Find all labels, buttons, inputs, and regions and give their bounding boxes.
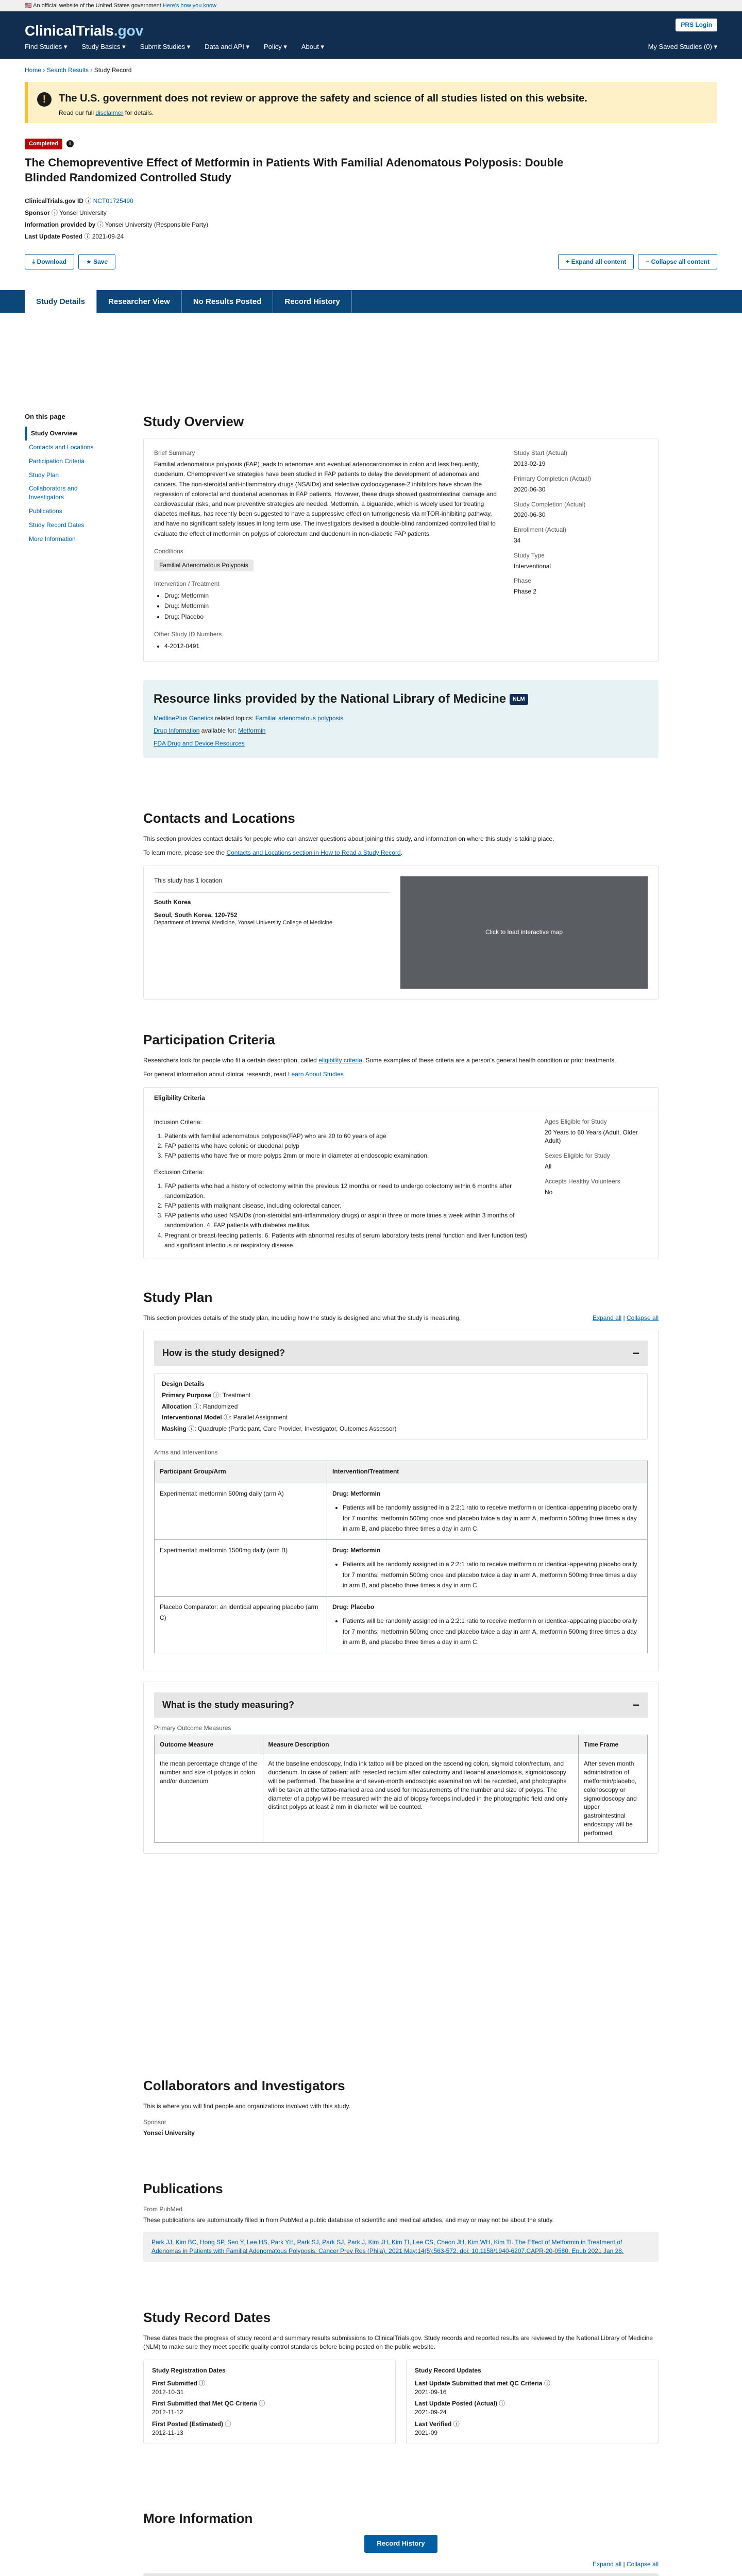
criteria-section: Participation Criteria Researchers look for people who fit a certain description, called eligibility criteria. Some examples of these criteria are a person's general health condition or prior treatments. For general information about clinical research, read Learn About Studies Eligibility Criteria Inclusion Criteria: 1. Patients with familial adenomatous polyposis(FAP) who are 20 to 60 years of age 2. FAP patients who have colonic or duodenal polyp 3. FAP patients who have five or more polyps 2mm or more in diameter at endoscopic examination. Exclusion Criteria: 1. FAP patients who had a history of colectomy within the previous 12 months or need to undergo colectomy within 6 months after randomization. 2. FAP patients with malignant disease, including colorectal cancer. 3. FAP patients who used NSAIDs (non-steroidal anti-inflammatory drugs) or aspirin three or more times a week within 3 months of randomization. 4. FAP patients with diabetes mellitus. 4. Pregnant or breast-feeding patients. 6. Patients with abnormal results of serum laboratory tests (renal function and liver function test) and significant infectious or respiratory disease. Ages Eligible for Study 20 Years to 60 Years (Adult, Older Adult) Sexes Eligible for Study All Accepts Healthy Volunteers No — [143, 1030, 659, 1259]
study-plan-section: Study Plan This section provides details of the study plan, including how the study is designed and what the study is measuring. Expand all | Collapse all How is the study designed? − Design Details Primary Purpose ⓘ: Treatment Allocation ⓘ: Randomized Interventional Model ⓘ: Parallel Assignment Masking ⓘ: Quadruple (Participant, Care Provider, Investigator, Outcomes Assessor) Arms and Interventions Participant Group/Arm Intervention/Treatment Experimental: metformin 500mg daily (arm A) Drug: Metformin • Patients will be randomly assigned in a 2:2:1 ratio to receive metformin or identical-appearing placebo orally for 7 months: metformin 500mg once and placebo twice a day in arm A, metformin 500mg three times a day in arm B, and placebo three times a day in arm C. Experimental: metformin 1500mg daily (arm B) Drug: Metformin • Patients will be randomly assigned in a 2:2:1 ratio to receive metformin or identical-appearing placebo orally for 7 months: metformin 500mg once and placebo twice a day in arm A, metformin 500mg three times a day in arm B, and placebo three times a day in arm C. Placebo Comparator: an identical appearing placebo (arm C) Drug: Placebo • Patients will be randomly assigned in a 2:2:1 ratio to receive metformin or identical-appearing placebo orally for 7 months: metformin 500mg once and placebo twice a day in arm A, metformin 500mg three times a day in arm B, and placebo three times a day in arm C. What is the study measuring? − Primary Outcome Measures Outcome Measure Measure Description Time Frame the mean percentage change of the number and size of polyps in colon and/or duodenum At the baseline endoscopy, India ink tattoo will be placed on the ascending colon, sigmoid colon/rectum, and duodenum. In case of patient with resected rectum after colectomy and ileoanal anastomosis, sigmoidoscopy will be performed. The baseline and seven-month endoscopic examination will be recorded, and photographs will be taken at the tattoo-marked area and used for measurements of the number and size of polyps. The diameter of a polyp will be measured with the aid of biopsy forceps included in the photographic field and only distinct polyps at least 2 mm in diameter will be counted. After seven month administration of metformin/placebo, colonoscopy or sigmoidoscopy and upper gastrointestinal endoscopy will be performed. — [143, 1288, 659, 1854]
nlm-resources: Resource links provided by the National Library of Medicine NLM MedlinePlus Genetics related topics: Familial adenomatous polyposis Drug Information available for: Metformin FDA Drug and Device Resources — [143, 680, 659, 758]
breadcrumb-current: Study Record — [94, 66, 132, 74]
nav-about[interactable]: About ▾ — [301, 43, 324, 50]
brief-summary: Familial adenomatous polyposis (FAP) leads to adenomas and eventual adenocarcinomas in colon and less frequently, duodenum. Chemopreventive strategies have been studied in FAP patients to delay the development of adenomas and cancers. The non-steroidal anti-inflammatory drugs (NSAIDs) and selective cyclooxygenase-2 inhibitors have shown the regression of colorectal and duodenal adenomas in FAP patients. However, these drugs showed gastrointestinal damage and cardiovascular risks, and new preventive strategies are needed. Metformin, a biguanide, which is widely used for treating diabetes mellitus, has recently been suggested to have a suppressive effect on tumorigenesis via mTOR-inhibiting pathway, and have no significant safety issues in long term use. The investigators devised a double-blind randomized controlled trial to evaluate the effect of metformin on polyps of colorectum and duodenum in non-diabetic FAP patients. — [154, 461, 497, 537]
breadcrumb-home[interactable]: Home — [25, 66, 42, 74]
my-saved-studies[interactable]: My Saved Studies (0) ▾ — [648, 43, 717, 50]
record-history-button[interactable]: Record History — [364, 2535, 437, 2552]
eligibility-link[interactable]: eligibility criteria — [318, 1057, 362, 1064]
page-title: The Chemopreventive Effect of Metformin in Patients With Familial Adenomatous Polyposis: Double Blinded Randomized Controlled Study — [25, 156, 564, 184]
main-nav — [25, 42, 717, 52]
sidenav-item[interactable]: Study Record Dates — [29, 521, 85, 529]
table-row: Experimental: metformin 1500mg daily (arm B) Drug: Metformin • Patients will be randomly assigned in a 2:2:1 ratio to receive metformin or identical-appearing placebo orally for 7 months: metformin 500mg once and placebo twice a day in arm A, metformin 500mg three times a day in arm B, and placebo three times a day in arm C. — [155, 1539, 648, 1596]
nav-policy[interactable]: Policy ▾ — [264, 43, 287, 50]
publications-section: Publications From PubMed These publications are automatically filled in from PubMed a public database of scientific and medical articles, and may or may not be about the study. Park JJ, Kim BC, Hong SP, Seo Y, Lee HS, Park YH, Park SJ, Park SJ, Park J, Kim JH, Kim TI, Lee CS, Cheon JH, Kim WH, Kim TI. The Effect of Metformin in Treatment of Adenomas in Patients with Familial Adenomatous Polyposis. Cancer Prev Res (Phila). 2021 May;14(5):563-572. doi: 10.1158/1940-6207.CAPR-20-0580. Epub 2021 Jan 28. — [143, 2179, 659, 2262]
sidenav-item[interactable]: Collaborators and Investigators — [29, 485, 78, 501]
design-accordion: How is the study designed? − Design Details Primary Purpose ⓘ: Treatment Allocation ⓘ: Randomized Interventional Model ⓘ: Parallel Assignment Masking ⓘ: Quadruple (Participant, Care Provider, Investigator, Outcomes Assessor) Arms and Interventions Participant Group/Arm Intervention/Treatment Experimental: metformin 500mg daily (arm A) Drug: Metformin • Patients will be randomly assigned in a 2:2:1 ratio to receive metformin or identical-appearing placebo orally for 7 months: metformin 500mg once and placebo twice a day in arm A, metformin 500mg three times a day in arm B, and placebo three times a day in arm C. Experimental: metformin 1500mg daily (arm B) Drug: Metformin • Patients will be randomly assigned in a 2:2:1 ratio to receive metformin or identical-appearing placebo orally for 7 months: metformin 500mg once and placebo twice a day in arm A, metformin 500mg three times a day in arm B, and placebo three times a day in arm C. Placebo Comparator: an identical appearing placebo (arm C) Drug: Placebo • Patients will be randomly assigned in a 2:2:1 ratio to receive metformin or identical-appearing placebo orally for 7 months: metformin 500mg once and placebo twice a day in arm A, metformin 500mg three times a day in arm B, and placebo three times a day in arm C. — [143, 1330, 659, 1671]
more-expand-all[interactable]: Expand all — [593, 2560, 622, 2568]
nct-id[interactable]: NCT01725490 — [93, 197, 133, 205]
plan-expand-all[interactable]: Expand all — [593, 1314, 622, 1322]
overview-sidebar: Study Start (Actual) 2013-02-19 Primary Completion (Actual) 2020-06-30 Study Completion (Actual) 2020-06-30 Enrollment (Actual) 34 Study Type Interventional Phase Phase 2 — [514, 449, 592, 596]
terms-accordion — [143, 2573, 659, 2576]
alert-body: Read our full disclaimer for details. — [59, 109, 154, 116]
gov-banner — [0, 0, 742, 11]
study-meta: ClinicalTrials.gov ID ⓘ NCT01725490 Sponsor ⓘ Yonsei University Information provided by ⓘ Yonsei University (Responsible Party) Last Update Posted ⓘ 2021-09-24 — [25, 197, 209, 240]
more-info-section: More Information Record History Expand all | Collapse all — [143, 2509, 659, 2576]
disclaimer-link[interactable]: disclaimer — [95, 109, 124, 116]
on-this-page-nav — [25, 412, 117, 546]
location-map[interactable]: Click to load interactive map — [400, 876, 648, 989]
metformin-link[interactable]: Metformin — [238, 727, 266, 735]
measuring-accordion: What is the study measuring? − Primary Outcome Measures Outcome Measure Measure Description Time Frame the mean percentage change of the number and size of polyps in colon and/or duodenum At the baseline endoscopy, India ink tattoo will be placed on the ascending colon, sigmoid colon/rectum, and duodenum. In case of patient with resected rectum after colectomy and ileoanal anastomosis, sigmoidoscopy will be performed. The baseline and seven-month endoscopic examination will be recorded, and photographs will be taken at the tattoo-marked area and used for measurements of the number and size of polyps. The diameter of a polyp will be measured with the aid of biopsy forceps included in the photographic field and only distinct polyps at least 2 mm in diameter will be counted. After seven month administration of metformin/placebo, colonoscopy or sigmoidoscopy and upper gastrointestinal endoscopy will be performed. — [143, 1682, 659, 1854]
tab-researcher-view[interactable]: Researcher View — [97, 290, 182, 313]
table-row: Placebo Comparator: an identical appearing placebo (arm C) Drug: Placebo • Patients will be randomly assigned in a 2:2:1 ratio to receive metformin or identical-appearing placebo orally for 7 months: metformin 500mg once and placebo twice a day in arm A, metformin 500mg three times a day in arm B, and placebo three times a day in arm C. — [155, 1596, 648, 1653]
nlm-logo: NLM — [510, 694, 528, 705]
alert-title: The U.S. government does not review or approve the safety and science of all studies listed on this website. — [59, 92, 587, 104]
tab-no-results[interactable]: No Results Posted — [182, 290, 274, 313]
expand-all-button[interactable]: + Expand all content — [558, 254, 634, 270]
arms-table: Participant Group/Arm Intervention/Treatment Experimental: metformin 500mg daily (arm A) Drug: Metformin • Patients will be randomly assigned in a 2:2:1 ratio to receive metformin or identical-appearing placebo orally for 7 months: metformin 500mg once and placebo twice a day in arm A, metformin 500mg three times a day in arm B, and placebo three times a day in arm C. Experimental: metformin 1500mg daily (arm B) Drug: Metformin • Patients will be randomly assigned in a 2:2:1 ratio to receive metformin or identical-appearing placebo orally for 7 months: metformin 500mg once and placebo twice a day in arm A, metformin 500mg three times a day in arm B, and placebo three times a day in arm C. Placebo Comparator: an identical appearing placebo (arm C) Drug: Placebo • Patients will be randomly assigned in a 2:2:1 ratio to receive metformin or identical-appearing placebo orally for 7 months: metformin 500mg once and placebo twice a day in arm A, metformin 500mg three times a day in arm B, and placebo three times a day in arm C. — [154, 1461, 648, 1653]
gov-banner-flag-icon: 🇺🇸 — [25, 3, 32, 9]
collaborators-section: Collaborators and Investigators This is where you will find people and organizations involved with this study. Sponsor Yonsei University — [143, 2078, 350, 2137]
sidenav-item[interactable]: Contacts and Locations — [29, 443, 94, 451]
info-icon[interactable]: i — [66, 140, 74, 147]
nav-data-api[interactable]: Data and API ▾ — [205, 43, 250, 50]
tab-record-history[interactable]: Record History — [273, 290, 352, 313]
publication-link[interactable]: Park JJ, Kim BC, Hong SP, Seo Y, Lee HS, Park YH, Park SJ, Park SJ, Park J, Kim JH, Kim TI, Lee CS, Cheon JH, Kim WH, Kim TI. The Effect of Metformin in Treatment of Adenomas in Patients with Familial Adenomatous Polyposis. Cancer Prev Res (Phila). 2021 May;14(5):563-572. doi: 10.1158/1940-6207.CAPR-20-0580. Epub 2021 Jan 28. — [151, 2238, 624, 2255]
sidenav-title: On this page — [25, 413, 65, 420]
overview-heading: Study Overview — [143, 414, 244, 429]
condition-tag[interactable]: Familial Adenomatous Polyposis — [154, 560, 254, 571]
disclaimer-alert — [25, 82, 717, 123]
warning-icon: ! — [37, 92, 52, 107]
nav-submit-studies[interactable]: Submit Studies ▾ — [140, 43, 191, 50]
location-site: Seoul, South Korea, 120-752 — [154, 911, 238, 919]
tab-study-details[interactable]: Study Details — [25, 290, 97, 313]
save-button[interactable]: ★ Save — [78, 254, 115, 270]
drug-info-link[interactable]: Drug Information — [154, 727, 200, 735]
nav-study-basics[interactable]: Study Basics ▾ — [81, 43, 126, 50]
study-overview-section: Study Overview Brief Summary Familial adenomatous polyposis (FAP) leads to adenomas and eventual adenocarcinomas in colon and less frequently, duodenum. Chemopreventive strategies have been studied in FAP patients to delay the development of adenomas and cancers. The non-steroidal anti-inflammatory drugs (NSAIDs) and selective cyclooxygenase-2 inhibitors have shown the regression of colorectal and duodenal adenomas in FAP patients. However, these drugs showed gastrointestinal damage and cardiovascular risks, and new preventive strategies are needed. Metformin, a biguanide, which is widely used for treating diabetes mellitus, has recently been suggested to have a suppressive effect on tumorigenesis via mTOR-inhibiting pathway, and have no significant safety issues in long term use. The investigators devised a double-blind randomized controlled trial to evaluate the effect of metformin on polyps of colorectum and duodenum in non-diabetic FAP patients. Conditions Familial Adenomatous Polyposis Intervention / Treatment • Drug: Metformin • Drug: Metformin • Drug: Placebo Other Study ID Numbers • 4-2012-0491 Study Start (Actual) 2013-02-19 Primary Completion (Actual) 2020-06-30 Study Completion (Actual) 2020-06-30 Enrollment (Actual) 34 Study Type Interventional Phase Phase 2 — [143, 412, 659, 662]
fap-topic-link[interactable]: Familial adenomatous polyposis — [255, 714, 344, 722]
site-logo[interactable]: ClinicalTrials.gov — [25, 23, 144, 39]
sidenav-item[interactable]: More Information — [29, 535, 76, 543]
intervention-list: • Drug: Metformin • Drug: Metformin • Drug: Placebo — [154, 590, 501, 622]
sidenav-item[interactable]: Study Overview — [25, 427, 117, 440]
fda-resources-link[interactable]: FDA Drug and Device Resources — [154, 740, 245, 748]
learn-about-studies-link[interactable]: Learn About Studies — [288, 1071, 344, 1078]
medlineplus-link[interactable]: MedlinePlus Genetics — [154, 714, 214, 722]
how-to-read-link[interactable]: Contacts and Locations section in How to Read a Study Record — [226, 849, 401, 857]
breadcrumb-search[interactable]: Search Results — [46, 66, 89, 74]
table-row: Experimental: metformin 500mg daily (arm A) Drug: Metformin • Patients will be randomly assigned in a 2:2:1 ratio to receive metformin or identical-appearing placebo orally for 7 months: metformin 500mg once and placebo twice a day in arm A, metformin 500mg three times a day in arm B, and placebo three times a day in arm C. — [155, 1483, 648, 1539]
sidenav-item[interactable]: Study Plan — [29, 471, 59, 479]
sidenav-item[interactable]: Publications — [29, 507, 62, 515]
nav-find-studies[interactable]: Find Studies ▾ — [25, 43, 68, 50]
actions-bar — [25, 254, 717, 270]
outcome-table: Outcome Measure Measure Description Time Frame the mean percentage change of the number and size of polyps in colon and/or duodenum At the baseline endoscopy, India ink tattoo will be placed on the ascending colon, sigmoid colon/rectum, and duodenum. In case of patient with resected rectum after colectomy and ileoanal anastomosis, sigmoidoscopy will be performed. The baseline and seven-month endoscopic examination will be recorded, and photographs will be taken at the tattoo-marked area and used for measurements of the number and size of polyps. The diameter of a polyp will be measured with the aid of biopsy forceps included in the photographic field and only distinct polyps at least 2 mm in diameter will be counted. After seven month administration of metformin/placebo, colonoscopy or sigmoidoscopy and upper gastrointestinal endoscopy will be performed. — [154, 1735, 648, 1843]
terms-accordion-header[interactable] — [144, 2574, 658, 2576]
measuring-accordion-header[interactable]: What is the study measuring? − — [154, 1692, 648, 1718]
download-button[interactable]: ⤓ Download — [25, 254, 74, 270]
breadcrumb: Home › Search Results › Study Record — [25, 66, 132, 74]
collapse-all-button[interactable]: − Collapse all content — [638, 254, 717, 270]
record-dates-section: Study Record Dates These dates track the progress of study record and summary results submissions to ClinicalTrials.gov. Study records and reported results are reviewed by the National Library of Medicine (NLM) to make sure they meet specific quality control standards before being posted on the public website. Study Registration Dates First Submitted ⓘ 2012-10-31 First Submitted that Met QC Criteria ⓘ 2012-11-12 First Posted (Estimated) ⓘ 2012-11-13 Study Record Updates Last Update Submitted that met QC Criteria ⓘ 2021-09-16 Last Update Posted (Actual) ⓘ 2021-09-24 Last Verified ⓘ 2021-09 — [143, 2308, 659, 2444]
table-row: the mean percentage change of the number and size of polyps in colon and/or duodenum At the baseline endoscopy, India ink tattoo will be placed on the ascending colon, sigmoid colon/rectum, and duodenum. In case of patient with resected rectum after colectomy and ileoanal anastomosis, sigmoidoscopy will be performed. The baseline and seven-month endoscopic examination will be recorded, and photographs will be taken at the tattoo-marked area and used for measurements of the number and size of polyps. The diameter of a polyp will be measured with the aid of biopsy forceps included in the photographic field and only distinct polyps at least 2 mm in diameter will be counted. After seven month administration of metformin/placebo, colonoscopy or sigmoidoscopy and upper gastrointestinal endoscopy will be performed. — [155, 1754, 648, 1843]
minus-icon: − — [633, 1698, 639, 1711]
prs-login-button[interactable]: PRS Login — [676, 19, 717, 31]
sidenav-item[interactable]: Participation Criteria — [29, 457, 85, 465]
status-row — [25, 139, 717, 149]
design-accordion-header[interactable]: How is the study designed? − — [154, 1341, 648, 1366]
plan-collapse-all[interactable]: Collapse all — [626, 1314, 659, 1322]
gov-banner-link[interactable]: Here's how you know — [162, 3, 217, 9]
more-collapse-all[interactable]: Collapse all — [626, 2560, 659, 2568]
record-tabs — [0, 290, 742, 313]
contacts-section: Contacts and Locations This section provides contact details for people who can answer questions about joining this study, and information on where this study is taking place. To learn more, please see the Contacts and Locations section in How to Read a Study Record. This study has 1 location South Korea Seoul, South Korea, 120-752 Department of Internal Medicine, Yonsei University College of Medicine Click to load interactive map — [143, 809, 659, 999]
site-header — [0, 11, 742, 59]
status-badge: Completed — [25, 139, 62, 149]
minus-icon: − — [633, 1347, 639, 1360]
gov-banner-text: An official website of the United States government — [33, 3, 161, 9]
